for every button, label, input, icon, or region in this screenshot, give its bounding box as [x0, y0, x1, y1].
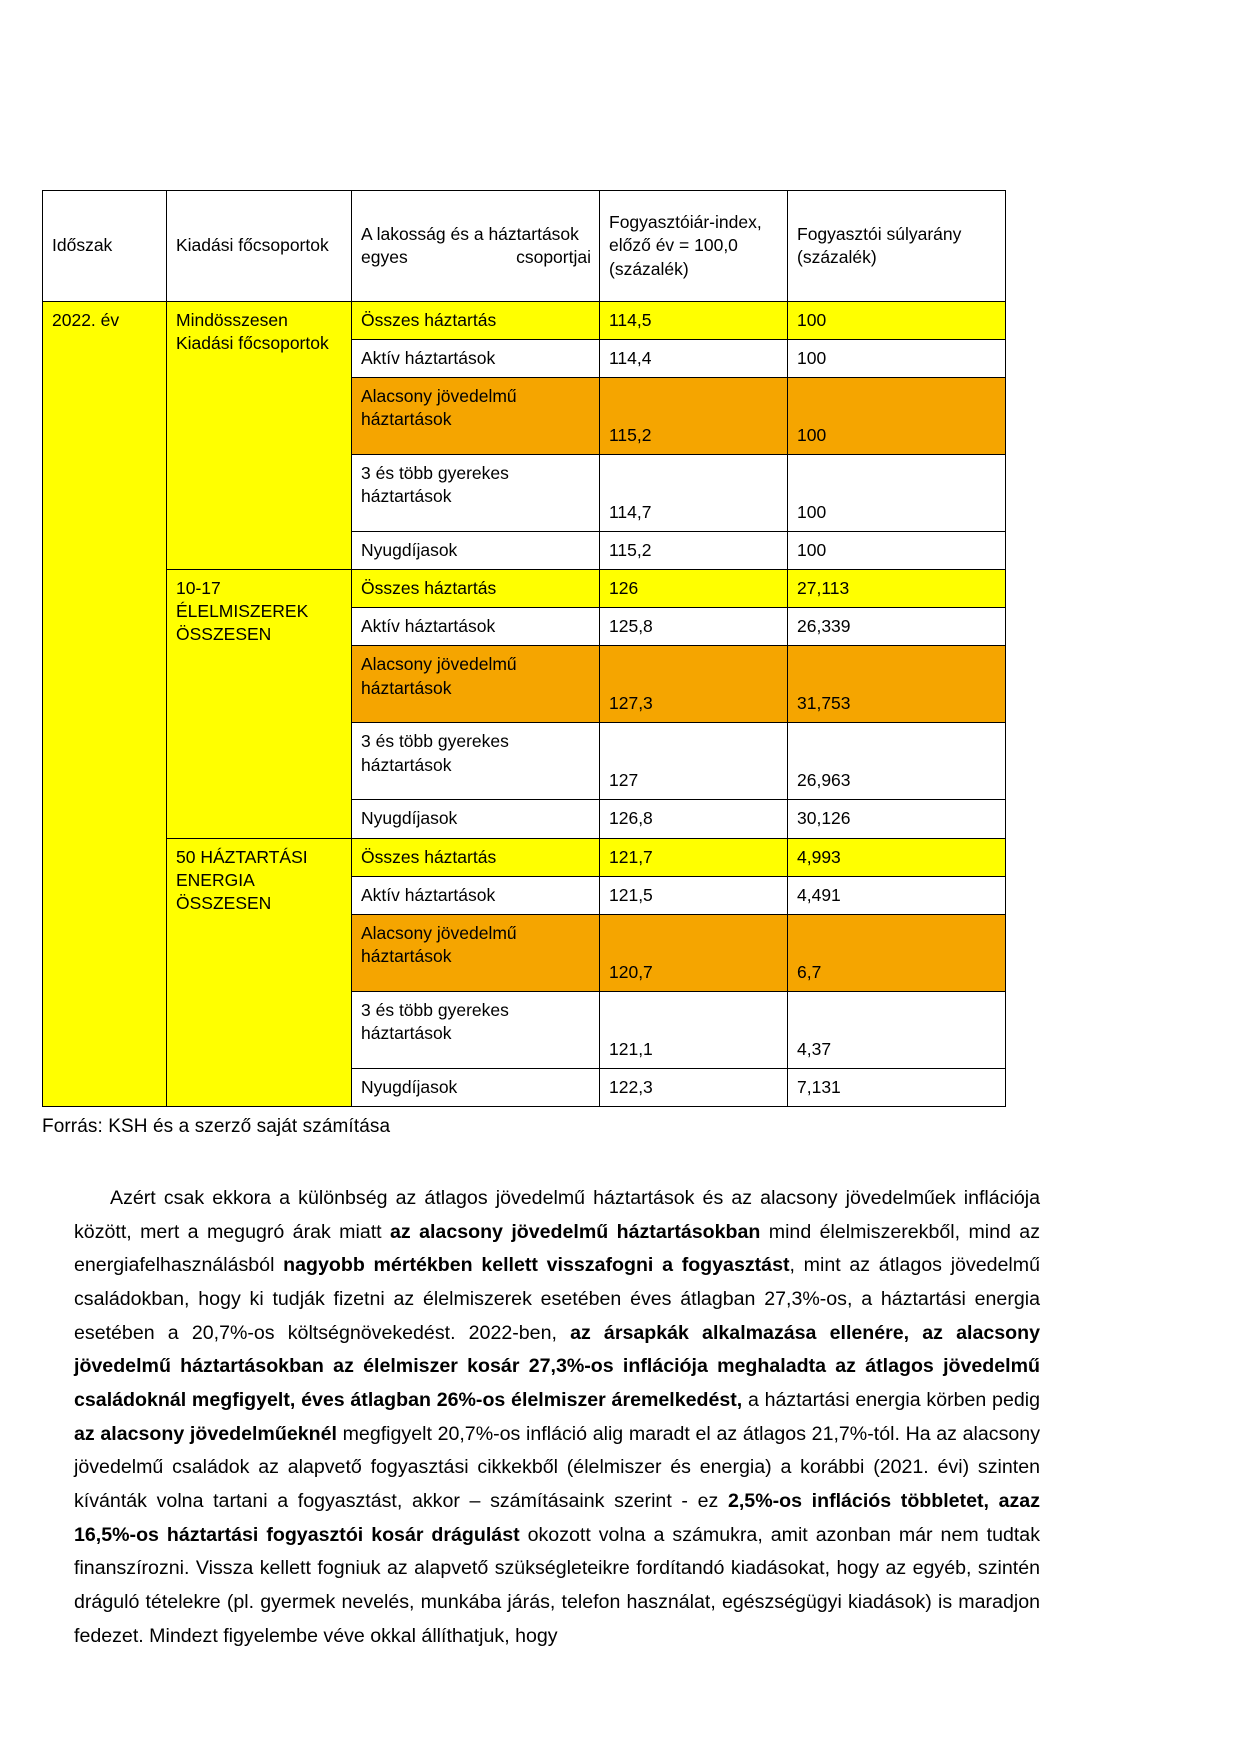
cell-household-group: 3 és több gyerekes háztartások: [352, 455, 600, 532]
paragraph-text: mind élelmiszerekből, mind az energiafelhasználásból: [74, 1220, 1040, 1277]
cell-price-index: 125,8: [600, 608, 788, 646]
column-header-price-index: Fogyasztóiár-index, előző év = 100,0 (százalék): [600, 191, 788, 302]
cell-household-group: 3 és több gyerekes háztartások: [352, 991, 600, 1068]
table-row: [43, 570, 1006, 608]
paragraph-text: megfigyelt 20,7%-os infláció alig maradt el az átlagos 21,7%-tól. Ha az alacsony jövedelmű családok az alapvető fogyasztási cikkekből (élelmiszer és energia) a korábbi (2021. évi) szinten kívánták volna tartani a fogyasztást, akkor – számításaink szerint - ez: [74, 1422, 1040, 1513]
cell-weight: 31,753: [788, 646, 1006, 723]
paragraph-text: a háztartási energia körben pedig: [742, 1388, 1041, 1411]
table-header-row: [43, 191, 1006, 302]
table-row: [43, 302, 1006, 340]
cell-household-group: Nyugdíjasok: [352, 532, 600, 570]
paragraph-text: okozott volna a számukra, amit azonban már nem tudtak finanszírozni. Vissza kellett fogniuk az alapvető szükségleteikre fordítandó kiadásokat, hogy az egyéb, szintén dráguló tételekre (pl. gyermek nevelés, munkába járás, telefon használat, egészségügyi kiadások) is maradjon fedezet. Mindezt figyelembe véve okkal állíthatjuk, hogy: [74, 1523, 1041, 1647]
cell-price-index: 127,3: [600, 646, 788, 723]
table-header: [43, 191, 1006, 302]
cell-price-index: 114,4: [600, 340, 788, 378]
cell-weight: 30,126: [788, 800, 1006, 838]
cell-household-group: Összes háztartás: [352, 570, 600, 608]
paragraph-emphasis: nagyobb mértékben kellett visszafogni a fogyasztást: [283, 1254, 790, 1277]
cell-price-index: 122,3: [600, 1068, 788, 1106]
table-row: [43, 838, 1006, 876]
cell-period: 2022. év: [43, 302, 167, 1107]
paragraph-text: , mint az átlagos jövedelmű családokban, hogy ki tudják fizetni az élelmiszerek esetében éves átlagban 27,3%-os, a háztartási energia esetében a 20,7%-os költségnövekedést. 2022-ben,: [74, 1254, 1041, 1344]
cell-weight: 100: [788, 455, 1006, 532]
cell-household-group: Alacsony jövedelmű háztartások: [352, 378, 600, 455]
body-paragraph: [74, 1182, 1040, 1654]
cell-price-index: 121,1: [600, 991, 788, 1068]
paragraph-emphasis: az alacsony jövedelmű háztartásokban: [390, 1220, 761, 1243]
cell-price-index: 121,5: [600, 876, 788, 914]
cell-household-group: Összes háztartás: [352, 838, 600, 876]
column-header-household-group: A lakosság és a háztartások egyes csoportjai: [352, 191, 600, 302]
cell-price-index: 126: [600, 570, 788, 608]
cell-weight: 100: [788, 340, 1006, 378]
table-body: [43, 302, 1006, 1107]
cell-household-group: Aktív háztartások: [352, 608, 600, 646]
cell-weight: 4,993: [788, 838, 1006, 876]
cell-price-index: 115,2: [600, 532, 788, 570]
column-header-period: Időszak: [43, 191, 167, 302]
cell-weight: 100: [788, 378, 1006, 455]
cell-weight: 4,37: [788, 991, 1006, 1068]
cell-household-group: Összes háztartás: [352, 302, 600, 340]
cell-expenditure-group: Mindösszesen Kiadási főcsoportok: [167, 302, 352, 570]
cell-price-index: 121,7: [600, 838, 788, 876]
cell-expenditure-group: 10-17 ÉLELMISZEREK ÖSSZESEN: [167, 570, 352, 838]
cell-price-index: 114,5: [600, 302, 788, 340]
consumer-price-index-table: [42, 190, 1006, 1107]
paragraph-emphasis: az ársapkák alkalmazása ellenére, az alacsony jövedelmű háztartásokban az élelmiszer kosár 27,3%-os inflációja meghaladta az átlagos jövedelmű családoknál megfigyelt, éves átlagban 26%-os élelmiszer áremelkedést,: [74, 1321, 1040, 1411]
cell-price-index: 127: [600, 723, 788, 800]
cell-household-group: Alacsony jövedelmű háztartások: [352, 914, 600, 991]
cell-price-index: 126,8: [600, 800, 788, 838]
cell-expenditure-group: 50 HÁZTARTÁSI ENERGIA ÖSSZESEN: [167, 838, 352, 1106]
table-source-note: Forrás: KSH és a szerző saját számítása: [42, 1115, 391, 1137]
cell-household-group: Aktív háztartások: [352, 876, 600, 914]
cell-weight: 100: [788, 302, 1006, 340]
cell-weight: 4,491: [788, 876, 1006, 914]
cell-price-index: 120,7: [600, 914, 788, 991]
cell-weight: 27,113: [788, 570, 1006, 608]
paragraph-emphasis: 2,5%-os inflációs többletet, azaz 16,5%-os háztartási fogyasztói kosár drágulást: [74, 1490, 1040, 1546]
cell-weight: 6,7: [788, 914, 1006, 991]
paragraph-text: Azért csak ekkora a különbség az átlagos jövedelmű háztartások és az alacsony jövedelműek inflációja között, mert a megugró árak miatt: [74, 1186, 1040, 1243]
cell-weight: 26,339: [788, 608, 1006, 646]
cell-household-group: 3 és több gyerekes háztartások: [352, 723, 600, 800]
column-header-weight: Fogyasztói súlyarány (százalék): [788, 191, 1006, 302]
cell-price-index: 115,2: [600, 378, 788, 455]
column-header-expenditure-group: Kiadási főcsoportok: [167, 191, 352, 302]
cell-price-index: 114,7: [600, 455, 788, 532]
cell-household-group: Nyugdíjasok: [352, 800, 600, 838]
cell-weight: 7,131: [788, 1068, 1006, 1106]
cell-household-group: Alacsony jövedelmű háztartások: [352, 646, 600, 723]
cell-weight: 26,963: [788, 723, 1006, 800]
cell-household-group: Nyugdíjasok: [352, 1068, 600, 1106]
cell-household-group: Aktív háztartások: [352, 340, 600, 378]
paragraph-emphasis: az alacsony jövedelműeknél: [74, 1422, 337, 1445]
cell-weight: 100: [788, 532, 1006, 570]
